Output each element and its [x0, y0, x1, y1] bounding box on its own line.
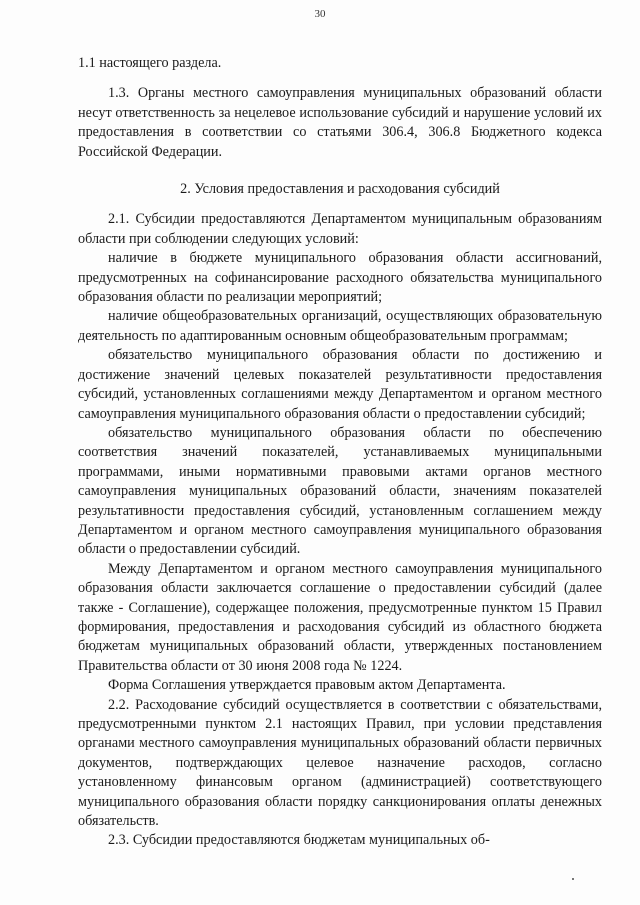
condition-budget-allocations: наличие в бюджете муниципального образования области ассигнований, предусмотренных на софинансирование расходного обязательства муниципального образования области по реализации мероприятий;	[78, 250, 602, 306]
section-heading: 2. Условия предоставления и расходования субсидий	[180, 181, 500, 198]
condition-target-indicators: обязательство муниципального образования области по достижению и достижение значений целевых показателей результативности предоставления субсидий, установленных соглашениями между Департаментом и органом местного самоуправления муниципального образования области о предоставлении субсидий;	[78, 347, 602, 422]
paragraph-agreement-form: Форма Соглашения утверждается правовым актом Департамента.	[108, 677, 506, 694]
condition-educational-organizations: наличие общеобразовательных организаций, осуществляющих образовательную деятельность по адаптированным основным общеобразовательным программам;	[78, 308, 602, 344]
document-body	[78, 54, 602, 851]
condition-indicator-compliance: обязательство муниципального образования области по обеспечению соответствия значений показателей, устанавливаемых муниципальными программами, иными нормативными правовыми актами органов местного самоуправления муниципальных образований области, значениям показателей результативности предоставления субсидий, установленным соглашением между Департаментом и органом местного самоуправления муниципального образования области о предоставлении субсидий.	[78, 424, 602, 558]
scan-speck	[572, 878, 574, 880]
paragraph-1-3: 1.3. Органы местного самоуправления муниципальных образований области несут ответственность за нецелевое использование субсидий и нарушение условий их предоставления в соответствии со статьями 306.4, 306.8 Бюджетного кодекса Российской Федерации.	[78, 85, 602, 160]
paragraph-2-3: 2.3. Субсидии предоставляются бюджетам муниципальных об-	[108, 832, 490, 849]
page-number: 30	[314, 8, 326, 20]
paragraph-2-1: 2.1. Субсидии предоставляются Департаментом муниципальным образованиям области при соблюдении следующих условий:	[78, 211, 602, 247]
paragraph-agreement: Между Департаментом и органом местного самоуправления муниципального образования области заключается соглашение о предоставлении субсидий (далее также - Соглашение), содержащее положения, предусмотренные пунктом 15 Правил формирования, предоставления и расходования субсидий из областного бюджета бюджетам муниципальных образований области, утвержденных постановлением Правительства области от 30 июня 2008 года № 1224.	[78, 560, 602, 674]
paragraph-continuation: 1.1 настоящего раздела.	[78, 55, 222, 71]
paragraph-2-2: 2.2. Расходование субсидий осуществляется в соответствии с обязательствами, предусмотренными пунктом 2.1 настоящих Правил, при условии представления органами местного самоуправления муниципальных образований области первичных документов, подтверждающих целевое назначение расходов, согласно установленному финансовым органом (администрацией) соответствующего муниципального образования области порядку санкционирования оплаты денежных обязательств.	[78, 696, 602, 830]
